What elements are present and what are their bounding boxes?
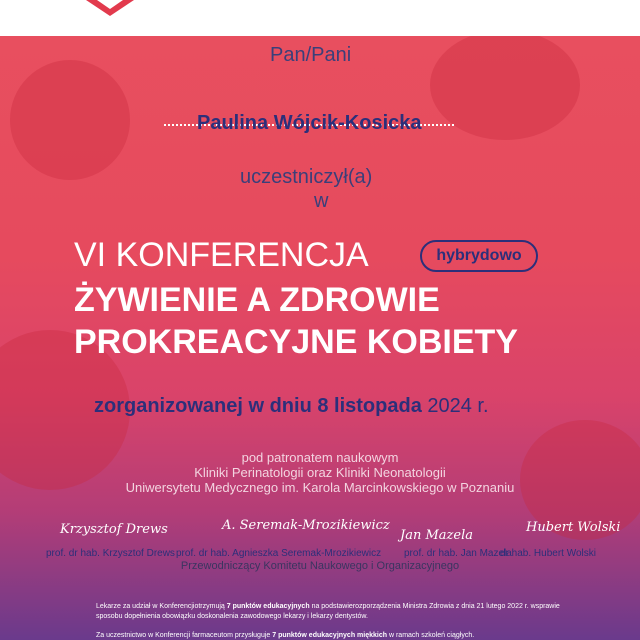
fine-print-points: 7 punktów edukacyjnych miękkich xyxy=(272,632,388,639)
fine-print-text: Za uczestnictwo w Konferencji farmaceutom przysługuje xyxy=(96,632,271,639)
background-blob xyxy=(10,60,130,180)
fine-print-points: 7 punktów edukacyjnych xyxy=(226,603,310,610)
patronage-line: pod patronatem naukowym xyxy=(241,450,399,465)
signature-image: Krzysztof Drews xyxy=(60,522,168,537)
date-text: zorganizowanej w dniu 8 listopada xyxy=(94,395,422,417)
patronage-line: Kliniki Perinatologii oraz Kliniki Neonatologii xyxy=(194,465,446,480)
conference-title-line2: PROKREACYJNE KOBIETY xyxy=(74,323,518,361)
fine-print-physicians xyxy=(96,602,586,622)
salutation: Pan/Pani xyxy=(270,44,352,66)
signature-image: A. Seremak-Mrozikiewicz xyxy=(222,518,390,533)
signature-image: Jan Mazela xyxy=(400,528,473,543)
signatory-name: prof. dr hab. Agnieszka Seremak-Mrozikiewicz xyxy=(176,548,382,559)
fine-print-text: na podstawierozporządzenia Ministra Zdrowia z dnia 21 lutego 2022 r. wsprawie xyxy=(311,603,560,610)
participated-text: uczestniczył(a) xyxy=(240,166,373,188)
signature-image: Hubert Wolski xyxy=(526,520,621,535)
in-text: w xyxy=(314,190,329,212)
fine-print-text: sposobu dopełnienia obowiązku doskonalenia zawodowego lekarzy i lekarzy dentystów. xyxy=(96,613,369,620)
signatory-name: dr hab. Hubert Wolski xyxy=(500,548,596,559)
signatory-name: prof. dr hab. Krzysztof Drews xyxy=(46,548,175,559)
conference-date xyxy=(94,395,489,418)
date-year: 2024 r. xyxy=(427,395,489,417)
signatory-name: prof. dr hab. Jan Mazela xyxy=(404,548,512,559)
patronage-line: Uniwersytetu Medycznego im. Karola Marcinkowskiego w Poznaniu xyxy=(125,480,515,495)
fine-print-pharmacists xyxy=(96,631,586,640)
recipient-name: Paulina Wójcik-Kosicka xyxy=(197,112,422,134)
fine-print-text: Lekarze za udział w Konferencjiotrzymują xyxy=(96,603,225,610)
conference-title-line1: ŻYWIENIE A ZDROWIE xyxy=(74,281,440,319)
conference-edition: VI KONFERENCJA xyxy=(74,236,369,274)
logo-chevron-inner xyxy=(97,0,123,9)
fine-print-text: w ramach szkoleń ciągłych. xyxy=(388,632,475,639)
format-badge: hybrydowo xyxy=(420,240,538,272)
committee-role: Przewodniczący Komitetu Naukowego i Organizacyjnego xyxy=(180,560,460,572)
